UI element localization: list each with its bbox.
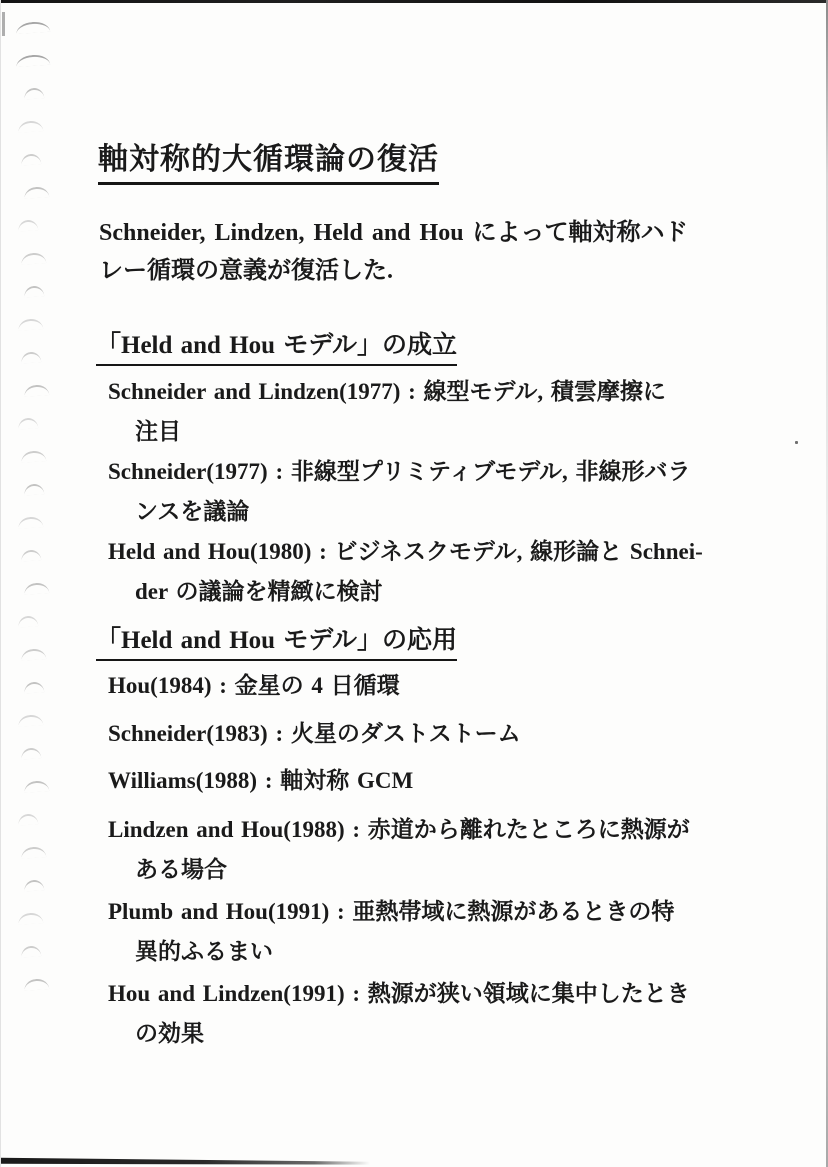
reference-line: ンスを議論 — [135, 499, 250, 524]
reference-line: Held and Hou(1980) : ビジネスクモデル, 線形論と Schnei- — [108, 539, 703, 564]
reference-item — [108, 892, 674, 972]
scan-speck — [795, 441, 798, 444]
binding-mark — [24, 780, 50, 793]
binding-mark — [18, 120, 44, 133]
binding-mark — [18, 813, 39, 825]
reference-item — [108, 666, 400, 706]
scan-smudge-top-left — [2, 12, 5, 36]
binding-mark — [16, 21, 51, 34]
page-title-text: 軸対称的大循環論の復活 — [98, 134, 439, 185]
binding-mark — [21, 648, 47, 661]
binding-mark — [21, 549, 42, 561]
reference-line: Schneider and Lindzen(1977) : 線型モデル, 積雲摩擦に — [108, 379, 666, 404]
reference-line: 注目 — [135, 419, 181, 444]
binding-mark — [21, 252, 47, 265]
reference-line: Williams(1988) : 軸対称 GCM — [108, 768, 414, 793]
binding-mark — [21, 450, 47, 463]
reference-line: の効果 — [135, 1021, 204, 1046]
page-title — [98, 134, 439, 185]
section-heading-application: 「Held and Hou モデル」の応用 — [96, 620, 457, 661]
binding-mark — [24, 582, 50, 595]
binding-mark — [24, 186, 50, 199]
reference-line: ある場合 — [135, 857, 227, 882]
reference-line: 異的ふるまい — [135, 939, 273, 964]
binding-mark — [21, 153, 42, 165]
binding-mark — [21, 846, 47, 859]
binding-mark — [24, 384, 50, 397]
section-heading-formation: 「Held and Hou モデル」の成立 — [96, 325, 457, 366]
binding-mark — [24, 879, 45, 891]
reference-item — [108, 372, 666, 452]
binding-mark — [18, 516, 44, 529]
binding-mark — [21, 945, 42, 957]
reference-line: Schneider(1983) : 火星のダストストーム — [108, 721, 521, 746]
intro-line: レー循環の意義が復活した. — [99, 258, 393, 284]
binding-mark — [21, 747, 42, 759]
binding-mark — [24, 87, 45, 99]
reference-line: Schneider(1977) : 非線型プリミティブモデル, 非線形バラ — [108, 459, 691, 484]
binding-mark — [18, 318, 44, 331]
binding-mark — [24, 978, 50, 991]
binding-mark — [18, 417, 39, 429]
intro-line: Schneider, Lindzen, Held and Hou によって軸対称ハド — [99, 220, 689, 246]
scan-border-bottom — [0, 1157, 370, 1165]
intro-paragraph — [99, 214, 688, 290]
reference-item — [108, 761, 413, 801]
binding-mark — [24, 483, 45, 495]
binding-mark — [18, 219, 39, 231]
reference-line: der の議論を精緻に検討 — [135, 579, 383, 604]
binding-mark — [24, 285, 45, 297]
binding-mark — [16, 54, 51, 67]
reference-line: Plumb and Hou(1991) : 亜熱帯域に熱源があるときの特 — [108, 899, 675, 924]
reference-item — [108, 532, 703, 612]
reference-item — [108, 974, 690, 1054]
scan-border-top — [0, 0, 828, 3]
reference-item — [108, 810, 690, 890]
binding-mark — [18, 912, 44, 925]
binding-mark — [24, 681, 45, 693]
reference-line: Hou(1984) : 金星の 4 日循環 — [108, 673, 400, 698]
scan-border-left — [0, 0, 1, 1167]
reference-line: Lindzen and Hou(1988) : 赤道から離れたところに熱源が — [108, 817, 690, 842]
binding-mark — [18, 714, 44, 727]
binding-mark — [21, 351, 42, 363]
reference-item — [108, 714, 521, 754]
reference-item — [108, 452, 691, 532]
binding-mark — [18, 615, 39, 627]
reference-line: Hou and Lindzen(1991) : 熱源が狭い領域に集中したとき — [108, 981, 690, 1006]
